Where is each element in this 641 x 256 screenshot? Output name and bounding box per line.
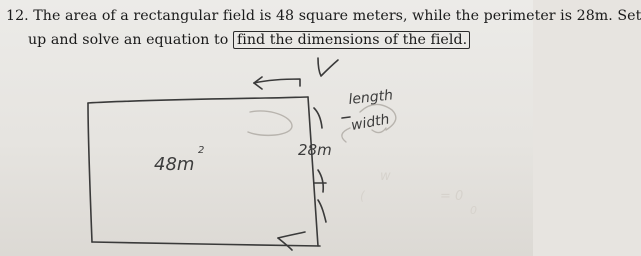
length-label: length — [347, 87, 394, 108]
problem-text-line-1: The area of a rectangular field is 48 square meters, while the perimeter is 28m. Set — [33, 8, 641, 24]
rectangle-drawing — [88, 97, 320, 246]
width-label: width — [349, 111, 391, 134]
area-superscript: 2 — [198, 145, 205, 156]
problem-number: 12. — [6, 8, 29, 24]
svg-text:w: w — [380, 169, 391, 184]
svg-text:(: ( — [360, 189, 365, 203]
area-label: 48m — [154, 154, 195, 175]
boxed-instruction: find the dimensions of the field. — [233, 31, 470, 49]
perimeter-label: 28m — [298, 141, 332, 159]
svg-text:= 0: = 0 — [440, 189, 464, 204]
problem-text-line-2: up and solve an equation to — [28, 32, 229, 48]
svg-text:0: 0 — [470, 204, 477, 217]
